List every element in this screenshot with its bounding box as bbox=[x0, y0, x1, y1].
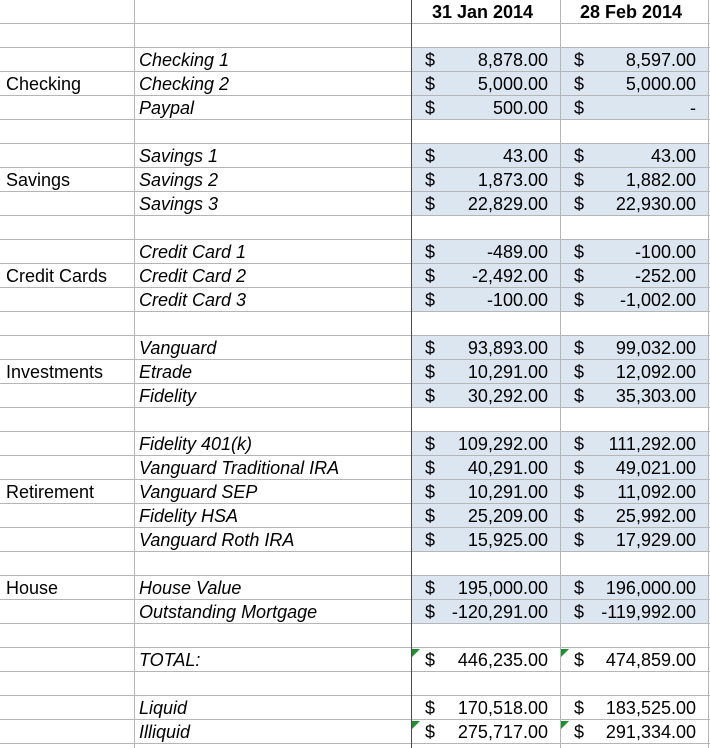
amount-value: -2,492.00 bbox=[471, 266, 548, 286]
currency-symbol: $ bbox=[574, 530, 585, 550]
sheet-row bbox=[0, 144, 710, 168]
value-cell-feb[interactable] bbox=[560, 600, 708, 624]
cell-empty[interactable] bbox=[0, 624, 134, 648]
currency-symbol: $ bbox=[574, 698, 585, 718]
gridline-horizontal bbox=[0, 695, 710, 696]
gridline-horizontal bbox=[0, 551, 710, 552]
category-cell[interactable] bbox=[0, 288, 134, 312]
gridline-horizontal bbox=[0, 479, 710, 480]
amount-value: - bbox=[690, 98, 696, 118]
currency-symbol: $ bbox=[574, 338, 585, 358]
account-label-cell[interactable]: Savings 2 bbox=[139, 170, 219, 190]
currency-symbol: $ bbox=[425, 74, 436, 94]
cell-empty[interactable] bbox=[411, 120, 560, 144]
amount-value: 196,000.00 bbox=[605, 578, 696, 598]
cell-empty[interactable] bbox=[411, 552, 560, 576]
currency-symbol: $ bbox=[574, 602, 585, 622]
cell-empty[interactable] bbox=[411, 24, 560, 48]
sheet-row bbox=[0, 384, 710, 408]
value-cell-jan[interactable] bbox=[411, 72, 560, 96]
value-cell-jan[interactable] bbox=[411, 456, 560, 480]
sheet-row bbox=[0, 336, 710, 360]
category-cell[interactable] bbox=[0, 96, 134, 120]
gridline-horizontal bbox=[0, 335, 710, 336]
amount-value: 109,292.00 bbox=[457, 434, 548, 454]
currency-symbol: $ bbox=[425, 482, 436, 502]
account-label-cell[interactable]: Vanguard Traditional IRA bbox=[139, 458, 340, 478]
value-cell-jan[interactable] bbox=[411, 432, 560, 456]
sheet-row bbox=[0, 432, 710, 456]
amount-value: 446,235.00 bbox=[457, 650, 548, 670]
category-cell[interactable] bbox=[0, 456, 134, 480]
gridline-horizontal bbox=[0, 47, 710, 48]
gridline-horizontal bbox=[0, 359, 710, 360]
category-cell[interactable] bbox=[0, 432, 134, 456]
cell-empty[interactable] bbox=[134, 216, 411, 240]
amount-value: 49,021.00 bbox=[615, 458, 696, 478]
amount-value: 8,597.00 bbox=[625, 50, 696, 70]
account-label-cell[interactable]: Fidelity bbox=[139, 386, 197, 406]
cell-empty[interactable] bbox=[134, 120, 411, 144]
gridline-horizontal bbox=[0, 263, 710, 264]
amount-value: 99,032.00 bbox=[615, 338, 696, 358]
amount-value: 1,873.00 bbox=[477, 170, 548, 190]
sheet-row bbox=[0, 528, 710, 552]
gridline-horizontal bbox=[0, 71, 710, 72]
gridline-horizontal bbox=[0, 167, 710, 168]
error-indicator-icon bbox=[412, 721, 420, 729]
account-label-cell[interactable]: Savings 3 bbox=[139, 194, 219, 214]
account-label-cell[interactable]: Fidelity HSA bbox=[139, 506, 239, 526]
gridline-horizontal bbox=[0, 95, 710, 96]
amount-value: 12,092.00 bbox=[615, 362, 696, 382]
gridline-vertical bbox=[708, 0, 709, 748]
currency-symbol: $ bbox=[574, 578, 585, 598]
category-cell[interactable] bbox=[0, 48, 134, 72]
value-cell-feb[interactable] bbox=[560, 504, 708, 528]
sheet-row bbox=[0, 72, 710, 96]
amount-value: 40,291.00 bbox=[467, 458, 548, 478]
gridline-vertical bbox=[411, 0, 412, 748]
account-label-cell[interactable]: Credit Card 1 bbox=[139, 242, 247, 262]
cell-empty[interactable] bbox=[560, 120, 708, 144]
currency-symbol: $ bbox=[425, 194, 436, 214]
gridline-horizontal bbox=[0, 191, 710, 192]
sheet-row bbox=[0, 96, 710, 120]
cell-empty[interactable] bbox=[411, 672, 560, 696]
currency-symbol: $ bbox=[574, 74, 585, 94]
value-cell-jan[interactable] bbox=[411, 192, 560, 216]
sheet-row bbox=[0, 216, 710, 240]
amount-value: -252.00 bbox=[634, 266, 696, 286]
amount-value: -1,002.00 bbox=[619, 290, 696, 310]
gridline-horizontal bbox=[0, 431, 710, 432]
currency-symbol: $ bbox=[574, 386, 585, 406]
sheet-row bbox=[0, 48, 710, 72]
amount-value: 195,000.00 bbox=[457, 578, 548, 598]
category-cell[interactable] bbox=[0, 720, 134, 744]
value-cell-feb[interactable] bbox=[560, 336, 708, 360]
cell-empty[interactable] bbox=[0, 672, 134, 696]
sheet-row bbox=[0, 672, 710, 696]
currency-symbol: $ bbox=[574, 242, 585, 262]
currency-symbol: $ bbox=[425, 506, 436, 526]
sheet-row bbox=[0, 696, 710, 720]
cell-empty[interactable] bbox=[560, 672, 708, 696]
sheet-row bbox=[0, 408, 710, 432]
currency-symbol: $ bbox=[425, 50, 436, 70]
value-cell-jan[interactable] bbox=[411, 144, 560, 168]
sheet-row bbox=[0, 120, 710, 144]
currency-symbol: $ bbox=[425, 458, 436, 478]
sheet-row bbox=[0, 168, 710, 192]
account-label-cell[interactable]: Vanguard SEP bbox=[139, 482, 258, 502]
sheet-row bbox=[0, 624, 710, 648]
amount-value: 5,000.00 bbox=[625, 74, 696, 94]
column-header-28-feb-2014[interactable]: 28 Feb 2014 bbox=[579, 2, 683, 22]
category-cell[interactable]: House bbox=[6, 578, 59, 598]
cell-empty[interactable] bbox=[0, 120, 134, 144]
value-cell-jan[interactable] bbox=[411, 600, 560, 624]
account-label-cell[interactable]: Illiquid bbox=[139, 722, 191, 742]
value-cell-feb[interactable] bbox=[560, 288, 708, 312]
value-cell-jan[interactable] bbox=[411, 720, 560, 744]
amount-value: 25,992.00 bbox=[615, 506, 696, 526]
value-cell-feb[interactable] bbox=[560, 192, 708, 216]
amount-value: 291,334.00 bbox=[605, 722, 696, 742]
amount-value: 111,292.00 bbox=[608, 434, 696, 454]
gridline-horizontal bbox=[0, 671, 710, 672]
account-label-cell[interactable]: Etrade bbox=[139, 362, 193, 382]
value-cell-feb[interactable] bbox=[560, 168, 708, 192]
sheet-row bbox=[0, 480, 710, 504]
category-cell[interactable]: Savings bbox=[6, 170, 71, 190]
cell-empty[interactable] bbox=[134, 312, 411, 336]
currency-symbol: $ bbox=[425, 698, 436, 718]
account-label-cell[interactable]: Vanguard bbox=[139, 338, 217, 358]
value-cell-jan[interactable] bbox=[411, 504, 560, 528]
amount-value: 15,925.00 bbox=[467, 530, 548, 550]
cell-empty[interactable] bbox=[411, 624, 560, 648]
currency-symbol: $ bbox=[425, 338, 436, 358]
currency-symbol: $ bbox=[425, 578, 436, 598]
column-header-31-jan-2014[interactable]: 31 Jan 2014 bbox=[431, 2, 534, 22]
sheet-row bbox=[0, 456, 710, 480]
amount-value: 275,717.00 bbox=[457, 722, 548, 742]
value-cell-jan[interactable] bbox=[411, 648, 560, 672]
account-label-cell[interactable]: Vanguard Roth IRA bbox=[139, 530, 295, 550]
cell-empty[interactable] bbox=[134, 408, 411, 432]
cell-empty[interactable] bbox=[411, 312, 560, 336]
currency-symbol: $ bbox=[574, 290, 585, 310]
value-cell-feb[interactable] bbox=[560, 480, 708, 504]
sheet-row bbox=[0, 288, 710, 312]
gridline-horizontal bbox=[0, 719, 710, 720]
value-cell-jan[interactable] bbox=[411, 264, 560, 288]
cell-empty[interactable] bbox=[0, 552, 134, 576]
amount-value: 10,291.00 bbox=[467, 362, 548, 382]
error-indicator-icon bbox=[561, 721, 569, 729]
value-cell-jan[interactable] bbox=[411, 288, 560, 312]
error-indicator-icon bbox=[412, 649, 420, 657]
gridline-horizontal bbox=[0, 383, 710, 384]
amount-value: 22,829.00 bbox=[467, 194, 548, 214]
currency-symbol: $ bbox=[574, 362, 585, 382]
cell-empty[interactable] bbox=[411, 408, 560, 432]
amount-value: 17,929.00 bbox=[615, 530, 696, 550]
account-label-cell[interactable]: TOTAL: bbox=[139, 650, 201, 670]
value-cell-feb[interactable] bbox=[560, 384, 708, 408]
amount-value: 43.00 bbox=[502, 146, 548, 166]
sheet-row bbox=[0, 0, 710, 24]
cell-empty[interactable] bbox=[134, 0, 411, 24]
gridline-vertical bbox=[560, 0, 561, 748]
category-cell[interactable]: Credit Cards bbox=[6, 266, 108, 286]
cell-empty[interactable] bbox=[560, 216, 708, 240]
amount-value: 35,303.00 bbox=[615, 386, 696, 406]
amount-value: 183,525.00 bbox=[605, 698, 696, 718]
category-cell[interactable] bbox=[0, 600, 134, 624]
amount-value: 474,859.00 bbox=[605, 650, 696, 670]
account-label-cell[interactable]: Liquid bbox=[139, 698, 188, 718]
sheet-row bbox=[0, 24, 710, 48]
category-cell[interactable]: Retirement bbox=[6, 482, 95, 502]
value-cell-jan[interactable] bbox=[411, 384, 560, 408]
category-cell[interactable] bbox=[0, 336, 134, 360]
value-cell-feb[interactable] bbox=[560, 48, 708, 72]
value-cell-feb[interactable] bbox=[560, 360, 708, 384]
cell-empty[interactable] bbox=[560, 624, 708, 648]
currency-symbol: $ bbox=[574, 506, 585, 526]
account-label-cell[interactable]: House Value bbox=[139, 578, 242, 598]
amount-value: 93,893.00 bbox=[467, 338, 548, 358]
gridline-horizontal bbox=[0, 527, 710, 528]
amount-value: 43.00 bbox=[650, 146, 696, 166]
currency-symbol: $ bbox=[574, 650, 585, 670]
value-cell-feb[interactable] bbox=[560, 96, 708, 120]
category-cell[interactable]: Investments bbox=[6, 362, 104, 382]
sheet-row bbox=[0, 600, 710, 624]
cell-empty[interactable] bbox=[560, 552, 708, 576]
currency-symbol: $ bbox=[574, 170, 585, 190]
currency-symbol: $ bbox=[574, 50, 585, 70]
amount-value: 25,209.00 bbox=[467, 506, 548, 526]
account-label-cell[interactable]: Checking 1 bbox=[139, 50, 230, 70]
currency-symbol: $ bbox=[425, 530, 436, 550]
sheet-row bbox=[0, 576, 710, 600]
gridline-horizontal bbox=[0, 455, 710, 456]
cell-empty[interactable] bbox=[0, 408, 134, 432]
currency-symbol: $ bbox=[574, 482, 585, 502]
gridline-horizontal bbox=[0, 407, 710, 408]
category-cell[interactable] bbox=[0, 504, 134, 528]
currency-symbol: $ bbox=[574, 434, 585, 454]
value-cell-feb[interactable] bbox=[560, 264, 708, 288]
account-label-cell[interactable]: Fidelity 401(k) bbox=[139, 434, 253, 454]
category-cell[interactable] bbox=[0, 240, 134, 264]
category-cell[interactable] bbox=[0, 144, 134, 168]
currency-symbol: $ bbox=[574, 458, 585, 478]
gridline-horizontal bbox=[0, 503, 710, 504]
amount-value: -119,992.00 bbox=[601, 602, 696, 622]
value-cell-feb[interactable] bbox=[560, 720, 708, 744]
sheet-row bbox=[0, 504, 710, 528]
category-cell[interactable] bbox=[0, 528, 134, 552]
sheet-row bbox=[0, 360, 710, 384]
gridline-horizontal bbox=[0, 743, 710, 744]
value-cell-feb[interactable] bbox=[560, 432, 708, 456]
amount-value: 8,878.00 bbox=[477, 50, 548, 70]
cell-empty[interactable] bbox=[134, 672, 411, 696]
sheet-row bbox=[0, 312, 710, 336]
amount-value: 500.00 bbox=[492, 98, 548, 118]
cell-empty[interactable] bbox=[0, 216, 134, 240]
value-cell-feb[interactable] bbox=[560, 648, 708, 672]
cell-empty[interactable] bbox=[0, 0, 134, 24]
sheet-row bbox=[0, 720, 710, 744]
currency-symbol: $ bbox=[425, 170, 436, 190]
gridline-horizontal bbox=[0, 311, 710, 312]
value-cell-feb[interactable] bbox=[560, 696, 708, 720]
currency-symbol: $ bbox=[574, 98, 585, 118]
account-label-cell[interactable]: Paypal bbox=[139, 98, 195, 118]
amount-value: 11,092.00 bbox=[617, 482, 696, 502]
cell-empty[interactable] bbox=[560, 408, 708, 432]
gridline-horizontal bbox=[0, 287, 710, 288]
cell-empty[interactable] bbox=[411, 216, 560, 240]
gridline-horizontal bbox=[0, 23, 710, 24]
sheet-row bbox=[0, 648, 710, 672]
account-label-cell[interactable]: Checking 2 bbox=[139, 74, 230, 94]
value-cell-jan[interactable] bbox=[411, 528, 560, 552]
value-cell-feb[interactable] bbox=[560, 240, 708, 264]
gridline-horizontal bbox=[0, 215, 710, 216]
cell-empty[interactable] bbox=[134, 624, 411, 648]
currency-symbol: $ bbox=[425, 602, 436, 622]
gridline-horizontal bbox=[0, 647, 710, 648]
category-cell[interactable]: Checking bbox=[6, 74, 82, 94]
value-cell-feb[interactable] bbox=[560, 456, 708, 480]
gridline-horizontal bbox=[0, 575, 710, 576]
currency-symbol: $ bbox=[425, 650, 436, 670]
gridline-horizontal bbox=[0, 623, 710, 624]
currency-symbol: $ bbox=[425, 146, 436, 166]
category-cell[interactable] bbox=[0, 192, 134, 216]
account-label-cell[interactable]: Savings 1 bbox=[139, 146, 219, 166]
sheet-row bbox=[0, 264, 710, 288]
account-label-cell[interactable]: Credit Card 3 bbox=[139, 290, 247, 310]
cell-empty[interactable] bbox=[134, 24, 411, 48]
amount-value: 22,930.00 bbox=[615, 194, 696, 214]
cell-empty[interactable] bbox=[134, 552, 411, 576]
currency-symbol: $ bbox=[574, 266, 585, 286]
gridline-horizontal bbox=[0, 239, 710, 240]
currency-symbol: $ bbox=[425, 98, 436, 118]
sheet-row bbox=[0, 552, 710, 576]
amount-value: -489.00 bbox=[486, 242, 548, 262]
gridline-vertical bbox=[134, 0, 135, 748]
gridline-horizontal bbox=[0, 119, 710, 120]
account-label-cell[interactable]: Outstanding Mortgage bbox=[139, 602, 318, 622]
amount-value: -100.00 bbox=[634, 242, 696, 262]
currency-symbol: $ bbox=[574, 194, 585, 214]
currency-symbol: $ bbox=[425, 290, 436, 310]
value-cell-jan[interactable] bbox=[411, 360, 560, 384]
value-cell-jan[interactable] bbox=[411, 240, 560, 264]
sheet-row bbox=[0, 240, 710, 264]
cell-empty[interactable] bbox=[0, 24, 134, 48]
value-cell-feb[interactable] bbox=[560, 144, 708, 168]
value-cell-jan[interactable] bbox=[411, 336, 560, 360]
value-cell-jan[interactable] bbox=[411, 168, 560, 192]
gridline-horizontal bbox=[0, 599, 710, 600]
cell-empty[interactable] bbox=[0, 312, 134, 336]
amount-value: 10,291.00 bbox=[467, 482, 548, 502]
amount-value: 1,882.00 bbox=[625, 170, 696, 190]
value-cell-feb[interactable] bbox=[560, 72, 708, 96]
currency-symbol: $ bbox=[425, 242, 436, 262]
currency-symbol: $ bbox=[574, 146, 585, 166]
currency-symbol: $ bbox=[425, 266, 436, 286]
value-cell-jan[interactable] bbox=[411, 696, 560, 720]
currency-symbol: $ bbox=[425, 722, 436, 742]
value-cell-jan[interactable] bbox=[411, 48, 560, 72]
value-cell-jan[interactable] bbox=[411, 576, 560, 600]
currency-symbol: $ bbox=[425, 386, 436, 406]
cell-empty[interactable] bbox=[560, 312, 708, 336]
currency-symbol: $ bbox=[425, 362, 436, 382]
amount-value: 30,292.00 bbox=[467, 386, 548, 406]
sheet-row bbox=[0, 192, 710, 216]
currency-symbol: $ bbox=[574, 722, 585, 742]
account-label-cell[interactable]: Credit Card 2 bbox=[139, 266, 247, 286]
value-cell-jan[interactable] bbox=[411, 480, 560, 504]
currency-symbol: $ bbox=[425, 434, 436, 454]
category-cell[interactable] bbox=[0, 648, 134, 672]
category-cell[interactable] bbox=[0, 696, 134, 720]
value-cell-feb[interactable] bbox=[560, 528, 708, 552]
gridline-horizontal bbox=[0, 143, 710, 144]
amount-value: 170,518.00 bbox=[457, 698, 548, 718]
category-cell[interactable] bbox=[0, 384, 134, 408]
error-indicator-icon bbox=[561, 649, 569, 657]
amount-value: 5,000.00 bbox=[477, 74, 548, 94]
amount-value: -100.00 bbox=[486, 290, 548, 310]
value-cell-feb[interactable] bbox=[560, 576, 708, 600]
cell-empty[interactable] bbox=[560, 24, 708, 48]
value-cell-jan[interactable] bbox=[411, 96, 560, 120]
amount-value: -120,291.00 bbox=[451, 602, 548, 622]
